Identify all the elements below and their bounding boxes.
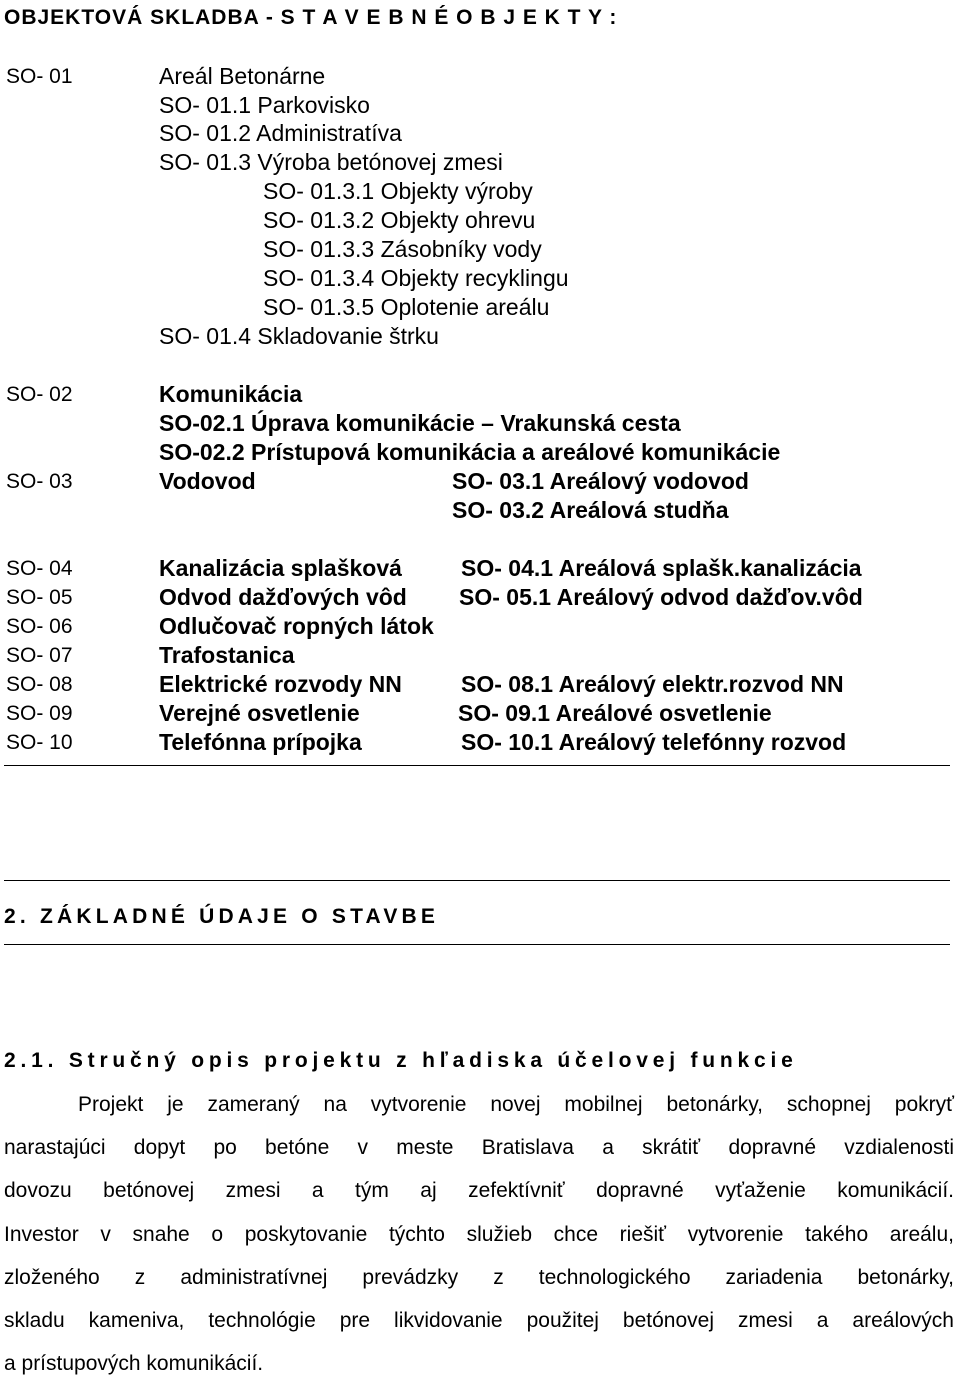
object-name-so03: Vodovod bbox=[159, 468, 256, 494]
sub-object: SO-02.2 Prístupová komunikácia a areálové komunikácie bbox=[159, 439, 781, 465]
section-title: 2. ZÁKLADNÉ ÚDAJE O STAVBE bbox=[4, 905, 440, 928]
object-name: Kanalizácia splašková bbox=[159, 555, 402, 581]
sub-object: SO- 03.2 Areálová studňa bbox=[452, 497, 729, 523]
divider bbox=[4, 944, 950, 945]
paragraph-line: Projekt je zameraný na vytvorenie novej mobilnej betonárky, schopnej pokryť bbox=[78, 1093, 954, 1116]
paragraph-line: dovozu betónovej zmesi a tým aj zefektívniť dopravné vyťaženie komunikácií. bbox=[4, 1179, 954, 1202]
divider bbox=[4, 765, 950, 766]
object-name-so02: Komunikácia bbox=[159, 381, 303, 407]
object-code-so02: SO- 02 bbox=[6, 383, 73, 406]
object-name: Verejné osvetlenie bbox=[159, 700, 360, 726]
object-code: SO- 07 bbox=[6, 644, 73, 667]
object-name: Odlučovač ropných látok bbox=[159, 613, 434, 639]
object-code: SO- 10 bbox=[6, 731, 73, 754]
sub-object: SO- 01.2 Administratíva bbox=[159, 120, 402, 146]
object-name: Odvod dažďových vôd bbox=[159, 584, 407, 610]
object-name: Trafostanica bbox=[159, 642, 295, 668]
object-code-so01: SO- 01 bbox=[6, 65, 73, 88]
sub-object: SO- 03.1 Areálový vodovod bbox=[452, 468, 749, 494]
sub-object: SO- 10.1 Areálový telefónny rozvod bbox=[461, 729, 847, 755]
sub-object: SO- 01.4 Skladovanie štrku bbox=[159, 323, 439, 349]
page-heading: OBJEKTOVÁ SKLADBA - S T A V E B N É O B J E K T Y : bbox=[4, 6, 618, 29]
sub-object: SO- 05.1 Areálový odvod dažďov.vôd bbox=[459, 584, 863, 610]
divider bbox=[4, 880, 950, 881]
object-name-so01: Areál Betonárne bbox=[159, 63, 326, 89]
paragraph-line: skladu kameniva, technológie pre likvidovanie použitej betónovej zmesi a areálových bbox=[4, 1309, 954, 1332]
paragraph-line: zloženého z administratívnej prevádzky z technologického zariadenia betonárky, bbox=[4, 1266, 954, 1289]
object-code: SO- 05 bbox=[6, 586, 73, 609]
object-code: SO- 06 bbox=[6, 615, 73, 638]
object-code: SO- 04 bbox=[6, 557, 73, 580]
sub-sub-object: SO- 01.3.4 Objekty recyklingu bbox=[263, 265, 569, 291]
sub-object: SO- 01.1 Parkovisko bbox=[159, 92, 370, 118]
object-code-so03: SO- 03 bbox=[6, 470, 73, 493]
object-name: Elektrické rozvody NN bbox=[159, 671, 402, 697]
sub-sub-object: SO- 01.3.1 Objekty výroby bbox=[263, 178, 533, 204]
paragraph-line: narastajúci dopyt po betóne v meste Bratislava a skrátiť dopravné vzdialenosti bbox=[4, 1136, 954, 1159]
object-code: SO- 08 bbox=[6, 673, 73, 696]
sub-object: SO- 09.1 Areálové osvetlenie bbox=[458, 700, 772, 726]
object-name: Telefónna prípojka bbox=[159, 729, 362, 755]
sub-object: SO- 01.3 Výroba betónovej zmesi bbox=[159, 149, 503, 175]
sub-object: SO-02.1 Úprava komunikácie – Vrakunská cesta bbox=[159, 410, 681, 436]
sub-object: SO- 08.1 Areálový elektr.rozvod NN bbox=[461, 671, 844, 697]
paragraph-line: Investor v snahe o poskytovanie týchto služieb chce riešiť vytvorenie takého areálu, bbox=[4, 1223, 954, 1246]
sub-sub-object: SO- 01.3.5 Oplotenie areálu bbox=[263, 294, 550, 320]
sub-sub-object: SO- 01.3.3 Zásobníky vody bbox=[263, 236, 542, 262]
sub-sub-object: SO- 01.3.2 Objekty ohrevu bbox=[263, 207, 536, 233]
object-code: SO- 09 bbox=[6, 702, 73, 725]
sub-object: SO- 04.1 Areálová splašk.kanalizácia bbox=[461, 555, 862, 581]
subsection-title: 2.1. Stručný opis projektu z hľadiska účelovej funkcie bbox=[4, 1049, 798, 1072]
paragraph-line: a prístupových komunikácií. bbox=[4, 1352, 264, 1375]
